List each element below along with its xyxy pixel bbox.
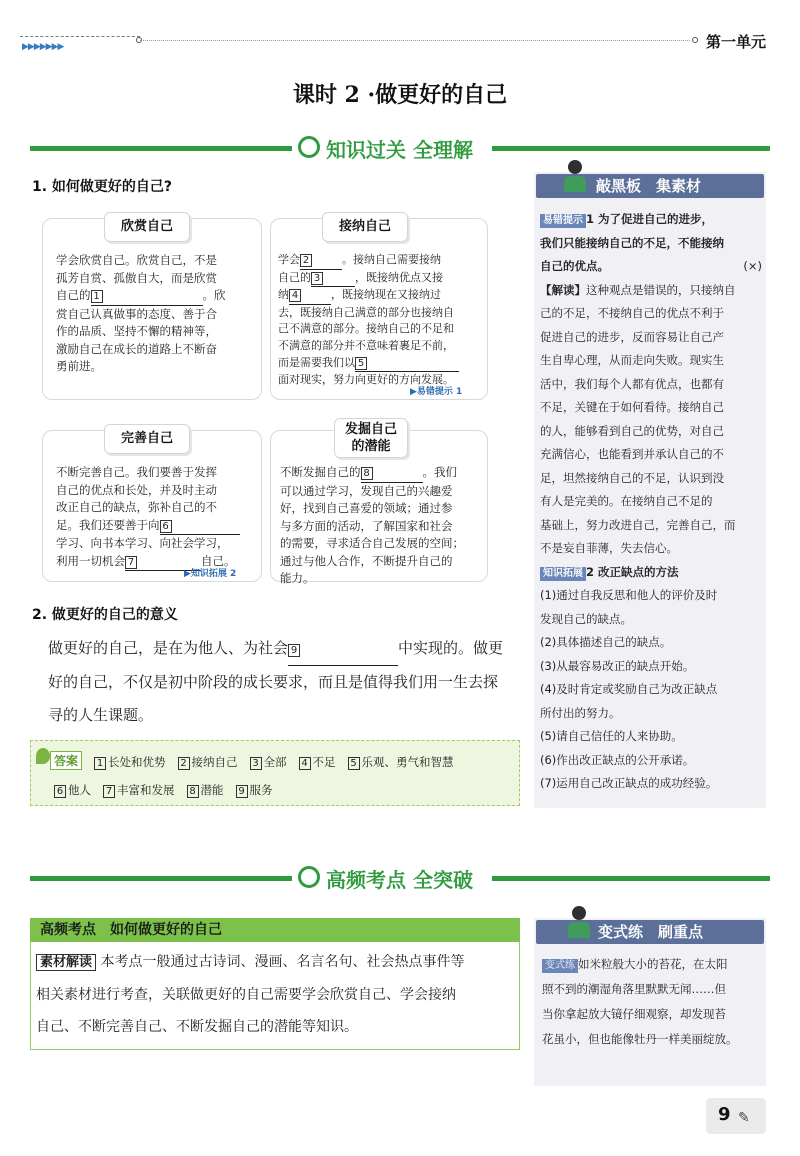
answer-text: 接纳自己 <box>191 755 238 769</box>
text-line <box>540 255 762 279</box>
banner-line-right-2 <box>492 876 770 881</box>
blank-6[interactable] <box>160 517 240 536</box>
text-line: 能力。 <box>280 571 315 585</box>
card-potential-title-line: 发掘自己 <box>344 422 397 437</box>
text-line: 充满信心，也能看到并承认自己的不 <box>540 447 724 461</box>
text-line: 促进自己的进步，反而容易让自己产 <box>540 329 724 344</box>
text-line <box>278 252 488 270</box>
text-line <box>36 946 518 979</box>
text-line: 所付出的努力。 <box>540 705 621 720</box>
text-fragment: 学会 <box>278 253 300 266</box>
text-fragment: 做更好的自己，是在为他人、为社会 <box>48 639 289 657</box>
page-number-box <box>706 1098 766 1134</box>
card-potential-body <box>280 464 486 588</box>
text-line: (3)从最容易改正的缺点开始。 <box>540 658 695 673</box>
answer-item <box>178 754 238 770</box>
topic-text <box>36 946 518 1043</box>
topic-bar: 高频考点 如何做更好的自己 <box>30 918 520 942</box>
text-line <box>540 208 762 232</box>
text-line: 的需要，寻求适合自己发展的空间； <box>280 536 464 550</box>
header-dashed-line <box>20 36 140 37</box>
text-fragment: 。接纳自己需要接纳 <box>342 253 441 266</box>
text-line: 发现自己的缺点。 <box>540 611 632 626</box>
answer-text: 丰富和发展 <box>117 783 175 797</box>
answer-number: 8 <box>187 785 199 798</box>
text-fragment: 自己的 <box>56 288 91 302</box>
answer-number: 6 <box>54 785 66 798</box>
text-line: 不足，关键在于如何看待。接纳自己 <box>540 400 724 414</box>
text-fragment: 1 为了促进自己的进步， <box>586 212 714 226</box>
text-line: 通过与他人合作，不断提升自己的 <box>280 553 453 568</box>
text-fragment: 不断发掘自己的 <box>280 465 361 479</box>
answer-item <box>103 782 175 798</box>
text-line: 的人，能够看到自己的优势，对自己 <box>540 423 724 438</box>
text-line: 作的品质、坚持不懈的精神等， <box>56 324 217 338</box>
text-line <box>540 561 762 585</box>
text-line: 去，既接纳自己满意的部分也接纳自 <box>278 305 454 319</box>
blank-8[interactable] <box>361 464 423 483</box>
text-line <box>280 464 486 483</box>
section2-title: 高频考点 全突破 <box>326 868 473 892</box>
text-line: 勇前进。 <box>56 359 102 373</box>
banner-line-right <box>492 146 770 151</box>
tip-mark: (×) <box>743 259 762 273</box>
text-line: 相关素材进行考查，关联做更好的自己需要学会欣赏自己、学会接纳 <box>36 987 456 1003</box>
student-icon <box>562 160 588 194</box>
q2-paragraph <box>48 632 528 732</box>
text-fragment: 纳 <box>278 288 289 302</box>
text-fragment: 自己。 <box>201 553 236 568</box>
blank-9[interactable] <box>288 632 398 666</box>
blank-4[interactable] <box>289 287 331 305</box>
answer-item <box>348 754 454 770</box>
text-line: 赏自己认真做事的态度、善于合 <box>56 306 217 321</box>
blank-number: 4 <box>289 289 301 302</box>
text-fragment: ，既接纳现在又接纳过 <box>331 288 441 302</box>
answer-number: 5 <box>348 757 360 770</box>
answer-text: 潜能 <box>200 783 224 797</box>
text-line: 面对现实，努力向更好的方向发展。 <box>278 373 454 387</box>
hint-link-1[interactable]: ▶易错提示 1 <box>410 387 463 397</box>
blank-number: 3 <box>311 272 323 285</box>
blank-1[interactable] <box>91 287 203 306</box>
blank-number: 9 <box>288 644 300 657</box>
text-line: 活中，我们每个人都有优点，也都有 <box>540 376 724 391</box>
swirl-icon <box>298 866 320 888</box>
text-line: 学习、向书本学习、向社会学习， <box>56 536 229 550</box>
text-line: 花虽小，但也能像牡丹一样美丽绽放。 <box>542 1032 738 1046</box>
text-line <box>542 952 764 977</box>
text-fragment: 中实现的。做更 <box>398 639 504 657</box>
blank-number: 1 <box>91 290 103 303</box>
text-line: 孤芳自赏、孤傲自大，而是欣赏 <box>56 270 217 285</box>
text-line: 好的自己，不仅是初中阶段的成长要求，而且是值得我们用一生去探 <box>48 673 499 691</box>
text-line: 当你拿起放大镜仔细观察，却发现苔 <box>542 1007 726 1021</box>
banner-line-left <box>30 146 292 151</box>
text-line: 可以通过学习，发现自己的兴趣爱 <box>280 483 453 498</box>
text-line: 自己的优点和长处，并及时主动 <box>56 482 217 497</box>
card-accept-body <box>278 252 488 389</box>
card-potential-title-line: 的潜能 <box>351 439 391 454</box>
blank-number: 2 <box>300 254 312 267</box>
text-line: 照不到的潮湿角落里默默无闻……但 <box>542 982 726 996</box>
jiedu-tag: 【解读】 <box>540 282 586 297</box>
text-line: 学会欣赏自己。欣赏自己，不是 <box>56 253 217 267</box>
practice-text <box>542 952 764 1052</box>
text-line: 不满意的部分并不意味着裹足不前， <box>278 338 454 352</box>
tip-block <box>540 208 762 796</box>
blank-number: 8 <box>361 467 373 480</box>
text-line: 己的不足，不接纳自己的优点不利于 <box>540 306 724 320</box>
text-fragment: 2 改正缺点的方法 <box>586 564 679 579</box>
text-line: (2)具体描述自己的缺点。 <box>540 635 672 649</box>
text-line: 好，找到自己喜爱的领域；通过参 <box>280 501 453 515</box>
text-line <box>278 287 488 305</box>
swirl-icon <box>298 136 320 158</box>
text-fragment: 而是需要我们以 <box>278 355 355 369</box>
answer-text: 他人 <box>68 783 91 797</box>
text-line <box>56 517 256 536</box>
student-icon-2 <box>566 906 592 940</box>
answer-row-2 <box>54 782 273 798</box>
text-line: 不断完善自己。我们要善于发挥 <box>56 465 217 479</box>
header-arrows: ▶▶▶▶▶▶▶ <box>22 42 64 52</box>
text-line: 基础上，努力改进自己，完善自己，而 <box>540 517 736 532</box>
text-fragment: 如米粒般大小的苔花，在太阳 <box>578 957 728 971</box>
text-line: 不是妄自菲薄，失去信心。 <box>540 541 678 555</box>
text-line: (6)作出改正缺点的公开承诺。 <box>540 752 695 767</box>
blank-number: 5 <box>355 357 367 370</box>
answer-text: 全部 <box>263 755 287 769</box>
answer-text: 长处和优势 <box>108 755 166 769</box>
answer-item <box>187 782 224 798</box>
banner-line-left-2 <box>30 876 292 881</box>
key-icon <box>36 748 50 764</box>
text-line: (1)通过自我反思和他人的评价及时 <box>540 588 718 602</box>
text-line: 改正自己的缺点，弥补自己的不 <box>56 500 217 514</box>
text-line: 己不满意的部分。接纳自己的不足和 <box>278 322 454 336</box>
text-fragment: 。欣 <box>202 288 226 302</box>
q2-heading: 2. 做更好的自己的意义 <box>32 607 178 623</box>
answer-number: 3 <box>250 757 262 770</box>
ext-tag: 知识拓展 <box>540 567 586 581</box>
section1-title: 知识过关 全理解 <box>326 138 473 162</box>
card-accept-title: 接纳自己 <box>322 212 408 242</box>
text-fragment: ，既接纳优点又接 <box>355 270 443 284</box>
header-dotted-line <box>140 40 690 41</box>
text-line: 与多方面的活动，了解国家和社会 <box>280 518 453 533</box>
answer-number: 4 <box>299 757 311 770</box>
card-potential-title <box>334 418 408 458</box>
text-fragment: 自己的优点。 <box>540 259 609 273</box>
practice-tag: 变式练 <box>542 959 578 973</box>
blank-number: 7 <box>125 556 137 569</box>
blank-2[interactable] <box>300 252 342 270</box>
hint-link-2[interactable]: ▶知识拓展 2 <box>184 569 237 579</box>
text-fragment: 利用一切机会 <box>56 553 125 568</box>
text-line: (7)运用自己改正缺点的成功经验。 <box>540 776 718 790</box>
answer-number: 9 <box>236 785 248 798</box>
text-fragment: 这种观点是错误的，只接纳自 <box>586 282 736 297</box>
text-line: 生自卑心理，从而走向失败。现实生 <box>540 353 724 367</box>
text-line <box>278 270 488 288</box>
text-line <box>56 287 256 306</box>
answer-item <box>236 782 273 798</box>
answer-text: 乐观、勇气和智慧 <box>361 755 454 769</box>
text-line: (5)请自己信任的人来协助。 <box>540 729 683 743</box>
text-line <box>278 355 488 373</box>
text-line: 激励自己在成长的道路上不断奋 <box>56 341 217 356</box>
answer-item <box>94 754 166 770</box>
answer-item <box>54 782 91 798</box>
answer-text: 服务 <box>249 783 273 797</box>
text-fragment: 自己的 <box>278 270 311 284</box>
blank-3[interactable] <box>311 270 355 288</box>
topic-label: 素材解读 <box>36 954 96 971</box>
blank-5[interactable] <box>355 355 459 373</box>
text-line: 自己、不断完善自己、不断发掘自己的潜能等知识。 <box>36 1019 358 1035</box>
text-line: 寻的人生课题。 <box>48 706 154 724</box>
answer-label: 答案 <box>50 751 82 770</box>
tip-tag: 易错提示 <box>540 214 586 228</box>
answer-item <box>299 754 336 770</box>
practice-title: 变式练 刷重点 <box>536 920 764 944</box>
text-line: 足，坦然接纳自己的不足，认识到没 <box>540 470 724 485</box>
answer-number: 1 <box>94 757 106 770</box>
text-line: 我们只能接纳自己的不足，不能接纳 <box>540 235 724 250</box>
text-line <box>48 632 528 666</box>
text-line: 有人是完美的。在接纳自己不足的 <box>540 494 713 508</box>
card-improve-title: 完善自己 <box>104 424 190 454</box>
card-appreciate-title: 欣赏自己 <box>104 212 190 242</box>
text-fragment: 足。我们还要善于向 <box>56 517 160 532</box>
answer-item <box>250 754 287 770</box>
q1-heading: 1. 如何做更好的自己? <box>32 179 173 195</box>
header-dot-right <box>692 37 698 43</box>
text-line: (4)及时肯定或奖励自己为改正缺点 <box>540 682 718 696</box>
page-number: 9 <box>718 1104 731 1125</box>
text-fragment: 。我们 <box>422 465 457 479</box>
unit-title: 第一单元 <box>706 33 767 51</box>
card-appreciate-body <box>56 252 256 376</box>
lesson-title: 课时 2 ·做更好的自己 <box>292 82 508 108</box>
card-improve-body <box>56 464 256 571</box>
blank-number: 6 <box>160 520 172 533</box>
answer-number: 2 <box>178 757 190 770</box>
answer-number: 7 <box>103 785 115 798</box>
text-fragment: 本考点一般通过古诗词、漫画、名言名句、社会热点事件等 <box>100 954 465 970</box>
pencil-icon: ✎ <box>738 1110 750 1126</box>
answer-text: 不足 <box>312 755 336 769</box>
right-panel-title: 敲黑板 集素材 <box>536 174 764 198</box>
answer-row-1 <box>94 754 454 770</box>
text-line <box>540 279 762 303</box>
